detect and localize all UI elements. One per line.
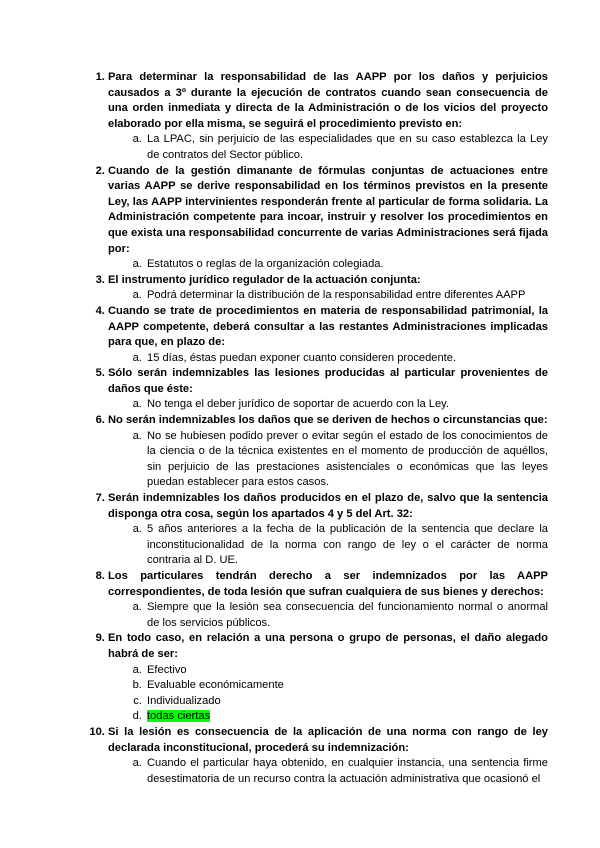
question-list <box>88 70 548 787</box>
option-a: a. 15 días, éstas puedan exponer cuanto consideren procedente. <box>145 351 548 367</box>
option-b: b. Evaluable económicamente <box>145 678 548 694</box>
option-list <box>108 132 548 163</box>
question-3 <box>108 273 548 304</box>
question-9 <box>108 631 548 725</box>
question-text: Los particulares tendrán derecho a ser indemnizados por las AAPP correspondientes, de toda lesión que sufran cualquiera de sus bienes y derechos: <box>108 570 548 598</box>
question-text: No serán indemnizables los daños que se deriven de hechos o circunstancias que: <box>108 414 548 427</box>
question-7 <box>108 491 548 569</box>
option-list <box>108 600 548 631</box>
question-5 <box>108 366 548 413</box>
option-a: a. 5 años anteriores a la fecha de la publicación de la sentencia que declare la inconstitucionalidad de la norma con rango de ley o el carácter de norma contraria al D. UE. <box>145 522 548 569</box>
question-text: Serán indemnizables los daños producidos en el plazo de, salvo que la sentencia disponga otra cosa, según los apartados 4 y 5 del Art. 32: <box>108 492 548 520</box>
question-6 <box>108 413 548 491</box>
option-a: a. Podrá determinar la distribución de la responsabilidad entre diferentes AAPP <box>145 288 548 304</box>
option-a: a. Estatutos o reglas de la organización colegiada. <box>145 257 548 273</box>
option-a: a. No tenga el deber jurídico de soportar de acuerdo con la Ley. <box>145 397 548 413</box>
option-list <box>108 663 548 725</box>
option-a: a. No se hubiesen podido prever o evitar según el estado de los conocimientos de la ciencia o de la técnica existentes en el momento de producción de aquéllos, sin perjuicio de las prestaciones asistenciales o económicas que las leyes puedan establecer para estos casos. <box>145 429 548 491</box>
question-4 <box>108 304 548 366</box>
question-1 <box>108 70 548 164</box>
question-text: Cuando se trate de procedimientos en materia de responsabilidad patrimonial, la AAPP competente, deberá consultar a las restantes Administraciones implicadas para que, en plazo de: <box>108 304 548 349</box>
question-text: Para determinar la responsabilidad de las AAPP por los daños y perjuicios causados a 3º durante la ejecución de contratos cuando sean consecuencia de una orden inmediata y directa de la Administración o de los vicios del proyecto elaborado por ella misma, se seguirá el procedimiento previsto en: <box>108 71 548 130</box>
question-text: En todo caso, en relación a una persona o grupo de personas, el daño alegado habrá de ser: <box>108 632 548 660</box>
option-d <box>145 709 548 725</box>
option-list <box>108 756 548 787</box>
option-list <box>108 257 548 273</box>
question-2 <box>108 164 548 273</box>
option-list <box>108 429 548 491</box>
option-list <box>108 351 548 367</box>
question-10 <box>108 725 548 787</box>
question-text: El instrumento jurídico regulador de la actuación conjunta: <box>108 273 421 286</box>
option-list <box>108 522 548 569</box>
option-a: a. La LPAC, sin perjuicio de las especialidades que en su caso establezca la Ley de contratos del Sector público. <box>145 132 548 163</box>
option-c: c. Individualizado <box>145 694 548 710</box>
option-a: a. Siempre que la lesión sea consecuencia del funcionamiento normal o anormal de los servicios públicos. <box>145 600 548 631</box>
option-list <box>108 397 548 413</box>
question-text: Sólo serán indemnizables las lesiones producidas al particular provenientes de daños que éste: <box>108 367 548 395</box>
option-a: a. Cuando el particular haya obtenido, en cualquier instancia, una sentencia firme desestimatoria de un recurso contra la actuación administrativa que ocasionó el <box>145 756 548 787</box>
question-text: Si la lesión es consecuencia de la aplicación de una norma con rango de ley declarada inconstitucional, procederá su indemnización: <box>108 725 548 754</box>
option-a: a. Efectivo <box>145 663 548 679</box>
option-list <box>108 288 548 304</box>
highlighted-answer: todas ciertas <box>147 710 211 723</box>
question-8 <box>108 569 548 631</box>
question-text: Cuando de la gestión dimanante de fórmulas conjuntas de actuaciones entre varias AAPP se derive responsabilidad en los términos previstos en la presente Ley, las AAPP intervinientes responderán frente al particular de forma solidaria. La Administración competente para incoar, instruir y resolver los procedimientos en que exista una responsabilidad concurrente de varias Administraciones será fijada por: <box>108 164 548 255</box>
